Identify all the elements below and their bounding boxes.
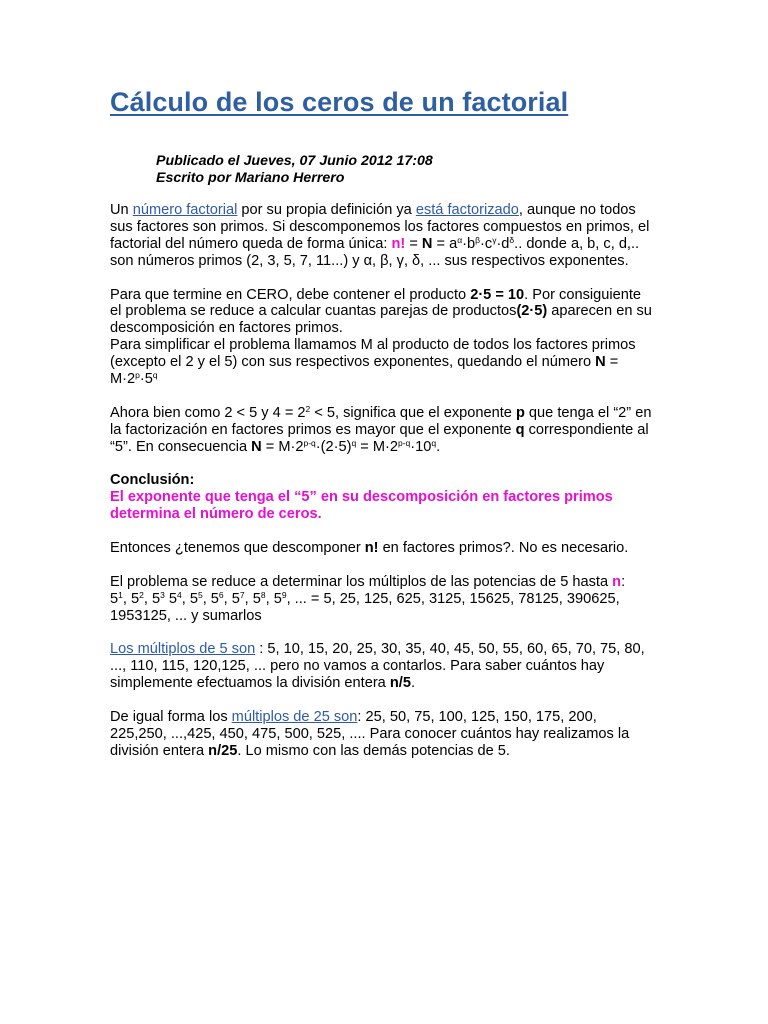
exponent: 9 xyxy=(281,589,287,600)
text: .. donde a, b, c, d,.. son números primos (2, 3, 5, 7, 11...) y α, β, γ, δ, ... sus respectivos exponentes. xyxy=(110,235,640,269)
exponent: 4 xyxy=(176,589,182,600)
conclusion-block xyxy=(110,472,655,523)
exponent: α xyxy=(457,234,463,245)
N-symbol: N xyxy=(251,438,262,455)
conclusion-label: Conclusión: xyxy=(110,472,195,489)
text: Para simplificar el problema llamamos M al producto de todos los factores primos (excepto el 2 y el 5) con sus respectivos exponentes, quedando el número xyxy=(110,337,636,371)
paragraph-factorial-definition xyxy=(110,202,655,270)
sep: , xyxy=(202,590,211,607)
text: De igual forma los xyxy=(110,709,232,726)
base: 5 xyxy=(273,590,282,607)
text: : 25, 50, 75, 100, 125, 150, 175, 200, 225,250, ...,425, 450, 475, 500, 525, .... Para conocer cuántos hay realizamos la división entera xyxy=(110,709,630,759)
exponent: 6 xyxy=(218,589,224,600)
exponent-p: p xyxy=(515,404,525,421)
page-title: Cálculo de los ceros de un factorial xyxy=(110,87,569,117)
text: ·d xyxy=(496,235,510,252)
base: 5 xyxy=(189,590,198,607)
exponent: 8 xyxy=(260,589,266,600)
text: ·10 xyxy=(410,438,432,455)
text: : xyxy=(621,573,626,590)
sep: , xyxy=(181,590,190,607)
exponent: 5 xyxy=(197,589,203,600)
base: 5 xyxy=(252,590,261,607)
exponent: 2 xyxy=(305,403,311,414)
text: . Lo mismo con las demás potencias de 5. xyxy=(237,742,510,759)
paragraph-multiples-of-25 xyxy=(110,709,655,760)
published-date: Publicado el Jueves, 07 Junio 2012 17:08 xyxy=(156,153,433,169)
sep: , xyxy=(122,590,131,607)
article-meta xyxy=(156,153,655,187)
factorial-symbol: n! xyxy=(391,235,406,252)
conclusion-text: El exponente que tenga el “5” en su descomposición en factores primos determina el número de ceros. xyxy=(110,489,613,523)
base: 5 xyxy=(210,590,219,607)
base: 5 xyxy=(231,590,240,607)
paragraph-exponents xyxy=(110,405,655,456)
text: = M·2 xyxy=(356,438,398,455)
paragraph-question xyxy=(110,540,655,557)
text: por su propia definición ya xyxy=(237,202,416,218)
text: ·5 xyxy=(139,371,153,388)
N-symbol: N xyxy=(595,354,606,371)
sep: , xyxy=(265,590,274,607)
exponent: δ xyxy=(509,234,515,245)
text: = M·2 xyxy=(261,438,304,455)
N-symbol: N xyxy=(421,235,433,252)
text: aparecen en su descomposición en factores primos. xyxy=(110,303,652,337)
text: ·c xyxy=(480,235,493,252)
text: . xyxy=(436,438,441,455)
text: = M·2 xyxy=(110,354,619,388)
exponent: β xyxy=(475,234,481,245)
exponent-q: q xyxy=(515,421,525,438)
paragraph-multiples-of-5 xyxy=(110,641,655,692)
text: , ... = 5, 25, 125, 625, 3125, 15625, 78125, 390625, 1953125, ... y sumarlos xyxy=(110,590,620,624)
factorial-symbol: n! xyxy=(364,540,379,557)
product-expression: 2·5 = 10 xyxy=(470,286,525,303)
exponent: 1 xyxy=(118,589,123,600)
sep: , xyxy=(143,590,152,607)
paragraph-powers-of-5 xyxy=(110,574,655,625)
author-line: Escrito por Mariano Herrero xyxy=(156,170,345,186)
exponent: p xyxy=(135,370,140,381)
link-multiplos-de-5[interactable]: Los múltiplos de 5 son xyxy=(110,641,256,658)
text: : 5, 10, 15, 20, 25, 30, 35, 40, 45, 50, 55, 60, 65, 70, 75, 80, ..., 110, 115, 120,125, ... pero no vamos a contarlos. Para saber cuántos hay simplemente efectuamos la división entera xyxy=(110,641,645,692)
link-multiplos-de-25[interactable]: múltiplos de 25 son xyxy=(231,709,358,726)
text: ·b xyxy=(462,235,476,252)
document-page xyxy=(110,84,655,760)
text: Entonces ¿tenemos que descomponer xyxy=(110,540,365,557)
n-symbol: n xyxy=(612,573,622,590)
division-expression: n/25 xyxy=(208,742,238,759)
paragraph-product-2-5 xyxy=(110,287,655,338)
exponent: p-q xyxy=(397,437,411,448)
link-numero-factorial[interactable]: número factorial xyxy=(132,202,238,218)
text: . Por consiguiente el problema se reduce a calcular cuantas parejas de productos xyxy=(110,286,641,320)
sep: , xyxy=(244,590,253,607)
base: 5 xyxy=(110,590,119,607)
text: correspondiente al “5”. En consecuencia xyxy=(110,421,649,455)
text: . xyxy=(410,675,416,692)
exponent: q xyxy=(431,437,437,448)
exponent: γ xyxy=(492,234,497,245)
text: que tenga el “2” en la factorización en factores primos es mayor que el exponente xyxy=(110,404,652,438)
text: Ahora bien como 2 < 5 y 4 = 2 xyxy=(110,404,306,421)
link-esta-factorizado[interactable]: está factorizado xyxy=(415,202,519,218)
text: = xyxy=(405,235,422,252)
exponent: q xyxy=(152,370,158,381)
text: = a xyxy=(432,235,458,252)
text: Para que termine en CERO, debe contener el producto xyxy=(110,286,471,303)
base: 5 xyxy=(151,590,161,607)
text: Un xyxy=(110,202,133,218)
sep: , xyxy=(223,590,232,607)
division-expression: n/5 xyxy=(389,675,411,692)
exponent: q xyxy=(351,437,357,448)
exponent: p-q xyxy=(303,437,316,448)
exponent: 3 xyxy=(160,589,165,600)
text: , aunque no todos sus factores son primos. Si descomponemos los factores compuestos en primos, el factorial del número queda de forma única: xyxy=(110,202,650,252)
paragraph-simplify xyxy=(110,337,655,388)
base: 5 xyxy=(168,590,177,607)
base: 5 xyxy=(130,590,140,607)
text: ·(2·5) xyxy=(315,438,352,455)
exponent: 7 xyxy=(239,589,245,600)
text: < 5, significa que el exponente xyxy=(310,404,516,421)
text: en factores primos?. No es necesario. xyxy=(378,540,629,557)
text: El problema se reduce a determinar los múltiplos de las potencias de 5 hasta xyxy=(110,573,613,590)
exponent: 2 xyxy=(139,589,144,600)
pair-expression: (2·5) xyxy=(516,303,548,320)
